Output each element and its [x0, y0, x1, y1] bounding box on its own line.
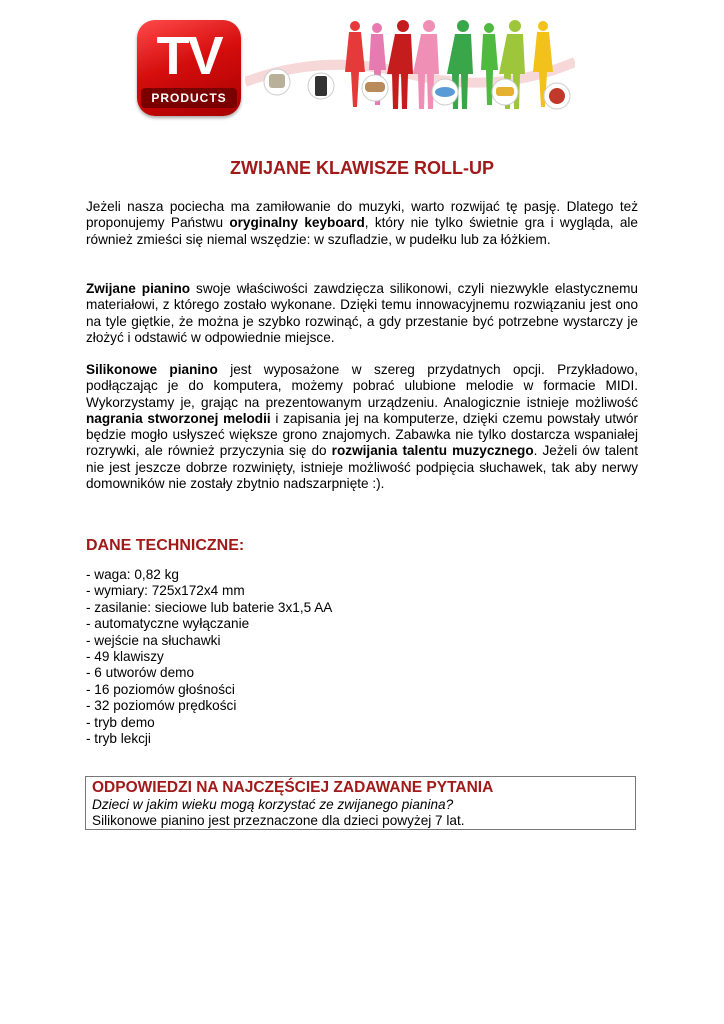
p2-bold-1: Zwijane pianino [86, 281, 191, 296]
spec-item: - 49 klawiszy [86, 649, 164, 665]
faq-box [85, 776, 636, 830]
paragraph-features [86, 362, 638, 492]
p3-text-3: . Jeżeli ów talent nie jest jeszcze dobrze rozwinięty, istnieje możliwość podpięcia słuchawek, tak aby nerwy domowników nie zostały zbytnio nadszarpnięte :). [86, 443, 638, 492]
p3-text-2: i zapisania jej na komputerze, dzięki czemu powstały utwór będzie mogło usłyszeć większe grono znajomych. Zabawka nie tylko dostarcza wspaniałej rozrywki, ale również przyczynia się do [86, 410, 638, 459]
paragraph-material [86, 281, 638, 346]
spec-item: - 32 poziomów prędkości [86, 698, 237, 714]
p1-text-2: , który nie tylko świetnie gra i wygląda, ale również zmieści się niemal wszędzie: w szufladzie, w pudełku lub za łóżkiem. [86, 215, 638, 247]
page-title: ZWIJANE KLAWISZE ROLL-UP [230, 158, 494, 178]
p3-text-1: jest wyposażone w szereg przydatnych opcji. Przykładowo, podłączając je do komputera, możemy pobrać ulubione melodie w formacie MIDI. Wykorzystamy je, grając na prezentowanym urządzeniu. Analogicznie istnieje możliwość [86, 362, 638, 410]
spec-item: - waga: 0,82 kg [86, 567, 179, 582]
spec-item: - wymiary: 725x172x4 mm [86, 583, 245, 599]
spec-item: - automatyczne wyłączanie [86, 616, 250, 632]
silhouette-red-man [387, 20, 413, 109]
tv-products-logo [137, 20, 241, 116]
faq-question: Dzieci w jakim wieku mogą korzystać ze zwijanego pianina? [92, 797, 454, 812]
spec-item: - wejście na słuchawki [86, 632, 221, 648]
logo-products-text: PRODUCTS [141, 88, 237, 108]
p3-bold-1: Silikonowe pianino [86, 362, 218, 377]
specs-heading: DANE TECHNICZNE: [86, 537, 245, 554]
paragraph-intro [86, 199, 638, 248]
p3-bold-3: rozwijania talentu muzycznego [331, 443, 534, 459]
p2-text-1: swoje właściwości zawdzięcza silikonowi, czyli niezwykle elastycznemu materiałowi, z którego zostało wykonane. Dzięki temu innowacyjnemu rozwiązaniu jest ono na tyle giętkie, że można je szybko rozwinąć, a gdy przestanie być potrzebne wystarczy je złożyć i odstawić w odpowiednie miejsce. [86, 281, 638, 345]
specs-list [86, 567, 332, 747]
p1-bold-1: oryginalny keyboard [229, 215, 365, 231]
spec-item: - tryb lekcji [86, 731, 151, 747]
people-silhouettes-illustration [245, 12, 575, 120]
p1-text-1: Jeżeli nasza pociecha ma zamiłowanie do muzyki, warto rozwijać tę pasję. Dlatego też proponujemy Państwu [86, 199, 638, 231]
silhouette-red-woman [345, 21, 365, 107]
header-banner [135, 12, 575, 120]
spec-item: - tryb demo [86, 714, 155, 730]
spec-item: - zasilanie: sieciowe lub baterie 3x1,5 AA [86, 599, 333, 615]
faq-heading: ODPOWIEDZI NA NAJCZĘŚCIEJ ZADAWANE PYTANIA [92, 779, 494, 796]
logo-tv-text: TV [156, 26, 222, 86]
p3-bold-2: nagrania stworzonej melodii [86, 410, 271, 426]
faq-answer: Silikonowe pianino jest przeznaczone dla dzieci powyżej 7 lat. [92, 813, 465, 828]
spec-item: - 6 utworów demo [86, 665, 195, 681]
spec-item: - 16 poziomów głośności [86, 681, 235, 697]
